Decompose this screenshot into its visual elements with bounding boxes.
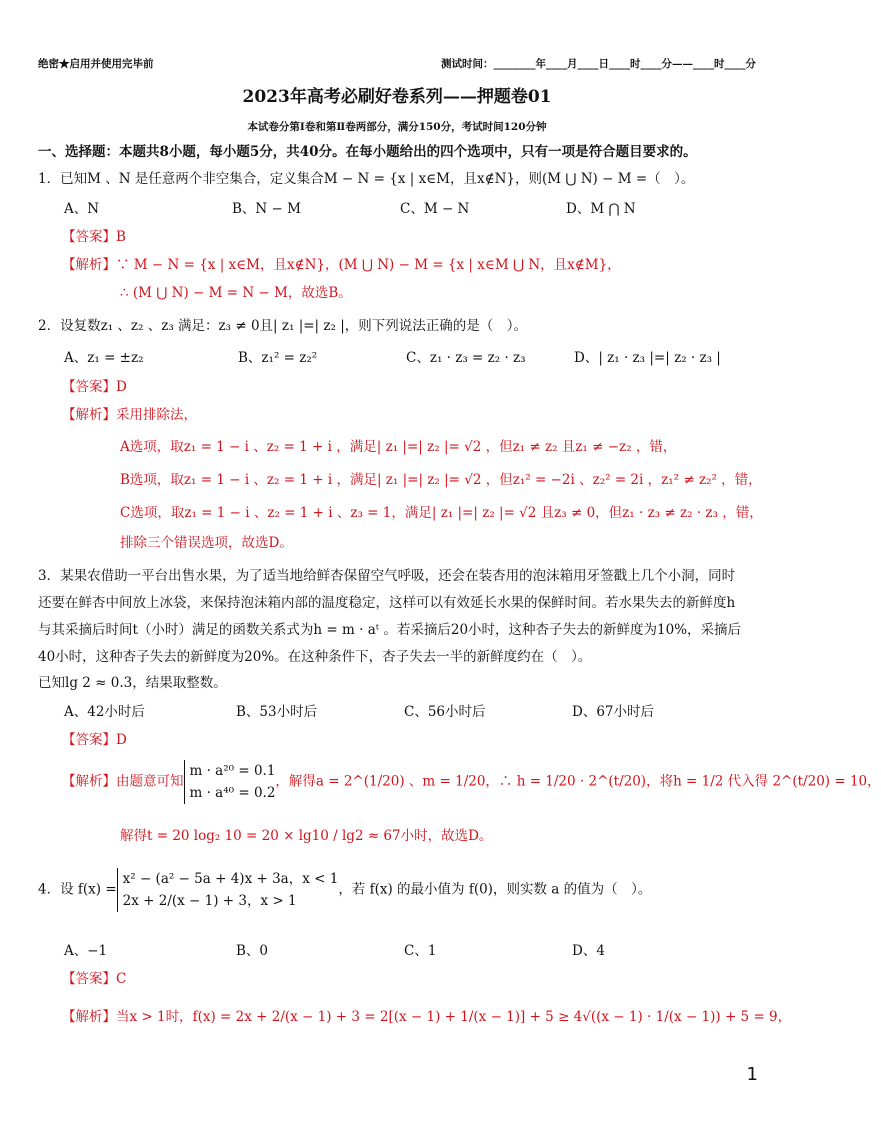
- equation-system: [184, 760, 276, 804]
- piecewise-function: [117, 868, 339, 912]
- q3-answer: [62, 730, 127, 750]
- q1-stem: 1．已知M 、N 是任意两个非空集合，定义集合M − N = {x | x∈M，且x∉N}，则(M ⋃ N) − M =（ ）。: [38, 171, 695, 187]
- answer-value: D: [116, 732, 127, 748]
- page-number: 1: [746, 1064, 758, 1085]
- q1-analysis-line1: [62, 255, 621, 275]
- analysis-text: ∵ M − N = {x | x∈M，且x∉N}，(M ⋃ N) − M = {x | x∈M ⋃ N，且x∉M}，: [116, 257, 621, 273]
- section-heading: [38, 142, 697, 162]
- q2-analysis-b: B选项，取z₁ = 1 − i 、z₂ = 1 + i ，满足| z₁ |=| z₂ |= √2 ，但z₁² = −2i 、z₂² = 2i ，z₁² ≠ z₂² ，错，: [120, 472, 762, 488]
- q1-answer: [62, 227, 126, 247]
- confidential-note: 绝密★启用并使用完毕前: [38, 58, 154, 70]
- q2-option-d: D、| z₁ · z₃ |=| z₂ · z₃ |: [574, 350, 721, 366]
- piece-2: 2x + 2/(x − 1) + 3，x > 1: [122, 893, 297, 909]
- answer-tag: 【答案】: [62, 971, 116, 987]
- answer-tag: 【答案】: [62, 229, 116, 245]
- q1-option-d: D、M ⋂ N: [566, 201, 636, 217]
- q1-analysis-line2: [120, 283, 352, 303]
- section-heading-text: 一、选择题：本题共8小题，每小题5分，共40分。在每小题给出的四个选项中，只有一项是符合题目要求的。: [38, 144, 697, 160]
- q3-stem-line3: 与其采摘后时间t（小时）满足的函数关系式为h = m · aᵗ 。若采摘后20小时，这种杏子失去的新鲜度为10%，采摘后: [38, 622, 742, 638]
- q2-analysis-end: 排除三个错误选项，故选D。: [120, 535, 293, 551]
- answer-value: C: [116, 971, 127, 987]
- q4-option-d: D、4: [572, 943, 605, 959]
- answer-value: B: [116, 229, 126, 245]
- q2-analysis-intro: [62, 405, 197, 425]
- system-line-2: m · a⁴⁰ = 0.2: [189, 785, 276, 801]
- q2-analysis-c: C选项，取z₁ = 1 − i 、z₂ = 1 + i 、z₃ = 1，满足| z₁ |=| z₂ |= √2 且z₃ ≠ 0，但z₁ · z₃ ≠ z₂ · z₃ ，错，: [120, 505, 763, 521]
- q2-stem: 2．设复数z₁ 、z₂ 、z₃ 满足：z₃ ≠ 0且| z₁ |=| z₂ |，则下列说法正确的是（ ）。: [38, 318, 528, 334]
- analysis-text: ∴ (M ⋃ N) − M = N − M，故选B。: [120, 285, 352, 301]
- piece-1: x² − (a² − 5a + 4)x + 3a，x < 1: [122, 871, 339, 887]
- q2-option-b: B、z₁² = z₂²: [238, 350, 318, 366]
- analysis-tag: 【解析】: [62, 407, 116, 423]
- system-line-1: m · a²⁰ = 0.1: [189, 763, 276, 779]
- answer-tag: 【答案】: [62, 732, 116, 748]
- q4-option-c: C、1: [404, 943, 437, 959]
- q2-option-a: A、z₁ = ±z₂: [64, 350, 144, 366]
- q2-analysis-a: A选项，取z₁ = 1 − i 、z₂ = 1 + i ，满足| z₁ |=| z₂ |= √2 ，但z₁ ≠ z₂ 且z₁ ≠ −z₂ ，错，: [120, 439, 677, 455]
- q1-option-a: A、N: [64, 201, 100, 217]
- q3-option-b: B、53小时后: [236, 704, 318, 720]
- analysis-text: 采用排除法，: [116, 407, 197, 423]
- q4-stem-prefix: 4．设 f(x) =: [38, 881, 117, 898]
- analysis-text: 由题意可知: [116, 773, 184, 790]
- analysis-text: ，解得a = 2^(1/20) 、m = 1/20，∴ h = 1/20 · 2^(t/20)，将h = 1/2 代入得 2^(t/20) = 10，: [275, 773, 881, 790]
- q1-option-c: C、M − N: [400, 201, 470, 217]
- analysis-tag: 【解析】: [62, 773, 116, 790]
- page-header: [38, 56, 756, 72]
- exam-subtitle: 本试卷分第Ⅰ卷和第Ⅱ卷两部分，满分150分，考试时间120分钟: [247, 121, 547, 133]
- q4-stem-suffix: ，若 f(x) 的最小值为 f(0)，则实数 a 的值为（ ）。: [338, 881, 652, 898]
- q2-option-c: C、z₁ · z₃ = z₂ · z₃: [406, 350, 526, 366]
- q3-stem-line1: 3．某果农借助一平台出售水果，为了适当地给鲜杏保留空气呼吸，还会在装杏用的泡沫箱用牙签戳上几个小洞，同时: [38, 568, 736, 584]
- analysis-tag: 【解析】: [62, 257, 116, 273]
- q3-option-a: A、42小时后: [64, 704, 145, 720]
- q4-option-a: A、−1: [64, 943, 108, 959]
- q3-analysis-line2: 解得t = 20 log₂ 10 = 20 × lg10 / lg2 ≈ 67小时，故选D。: [120, 828, 493, 844]
- q3-analysis-line1: [62, 760, 881, 804]
- answer-value: D: [116, 379, 127, 395]
- q4-option-b: B、0: [236, 943, 269, 959]
- q1-option-b: B、N − M: [232, 201, 301, 217]
- q3-stem-line5: 已知lg 2 ≈ 0.3，结果取整数。: [38, 675, 227, 691]
- q3-stem-line2: 还要在鲜杏中间放上冰袋，来保持泡沫箱内部的温度稳定，这样可以有效延长水果的保鲜时间。若水果失去的新鲜度h: [38, 595, 736, 611]
- answer-tag: 【答案】: [62, 379, 116, 395]
- q3-option-d: D、67小时后: [572, 704, 655, 720]
- q3-option-c: C、56小时后: [404, 704, 486, 720]
- q3-stem-line4: 40小时，这种杏子失去的新鲜度为20%。在这种条件下，杏子失去一半的新鲜度约在（ ）。: [38, 649, 592, 665]
- q4-answer: [62, 969, 126, 989]
- test-time-field: 测试时间：________年____月____日____时____分——____时____分: [441, 58, 756, 70]
- analysis-text: 当x > 1时，f(x) = 2x + 2/(x − 1) + 3 = 2[(x − 1) + 1/(x − 1)] + 5 ≥ 4√((x − 1) · 1/(x − 1)) + 5 = 9，: [116, 1009, 792, 1025]
- analysis-tag: 【解析】: [62, 1009, 116, 1025]
- q2-answer: [62, 377, 127, 397]
- exam-title: 2023年高考必刷好卷系列——押题卷01: [242, 87, 552, 107]
- q4-analysis-line1: [62, 1007, 791, 1027]
- q4-stem: [38, 868, 651, 912]
